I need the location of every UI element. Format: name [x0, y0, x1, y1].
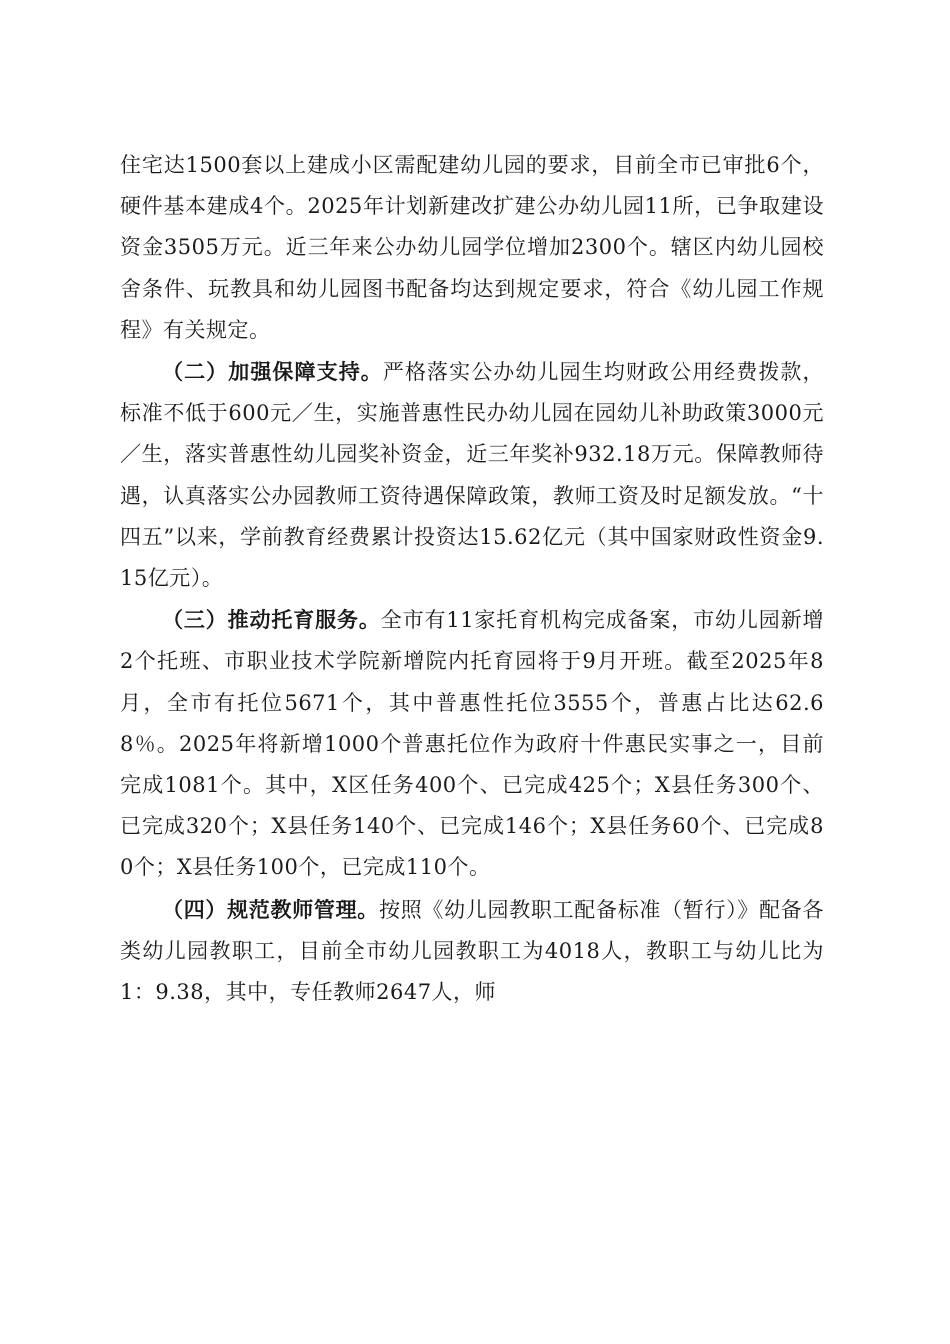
paragraph-1-body: 住宅达1500套以上建成小区需配建幼儿园的要求，目前全市已审批6个，硬件基本建成4个。2025年计划新建改扩建公办幼儿园11所，已争取建设资金3505万元。近三年来公办幼儿园学位增加2300个。辖区内幼儿园校舍条件、玩教具和幼儿园图书配备均达到规定要求，符合《幼儿园工作规程》有关规定。 — [120, 153, 824, 342]
section-heading-4: （四）规范教师管理。 — [162, 896, 379, 922]
paragraph-3 — [120, 599, 824, 888]
document-page — [120, 145, 824, 1013]
section-heading-3: （三）推动托育服务。 — [162, 607, 381, 633]
paragraph-2-body: 严格落实公办幼儿园生均财政公用经费拨款，标准不低于600元／生，实施普惠性民办幼儿园在园幼儿补助政策3000元／生，落实普惠性幼儿园奖补资金，近三年奖补932.18万元。保障教师待遇，认真落实公办园教师工资待遇保障政策，教师工资及时足额发放。“十四五”以来，学前教育经费累计投资达15.62亿元（其中国家财政性资金9.15亿元）。 — [120, 360, 825, 591]
paragraph-2 — [120, 351, 824, 599]
section-heading-2: （二）加强保障支持。 — [162, 359, 383, 385]
paragraph-4 — [120, 889, 824, 1014]
paragraph-4-body: 按照《幼儿园教职工配备标准（暂行）》配备各类幼儿园教职工，目前全市幼儿园教职工为4018人，教职工与幼儿比为1：9.38，其中，专任教师2647人，师 — [120, 897, 824, 1005]
paragraph-3-body: 全市有11家托育机构完成备案，市幼儿园新增2个托班、市职业技术学院新增院内托育园将于9月开班。截至2025年8月，全市有托位5671个，其中普惠性托位3555个，普惠占比达62.68％。2025年将新增1000个普惠托位作为政府十件惠民实事之一，目前完成1081个。其中，X区任务400个、已完成425个；X县任务300个、已完成320个；X县任务140个、已完成146个；X县任务60个、已完成80个；X县任务100个，已完成110个。 — [120, 608, 824, 880]
paragraph-1 — [120, 145, 824, 351]
